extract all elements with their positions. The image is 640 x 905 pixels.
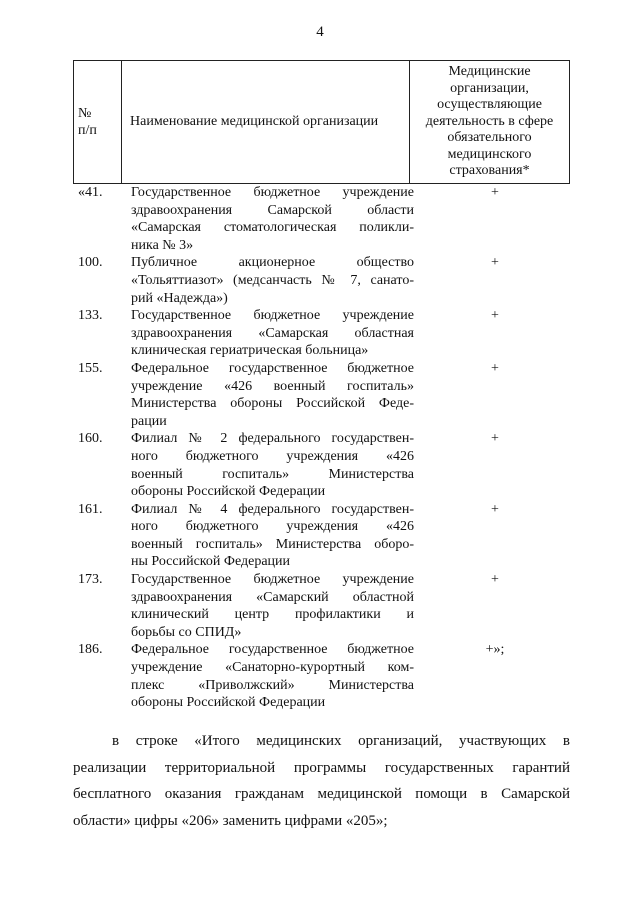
row-name-line: учреждение «426 военный госпиталь» (131, 378, 414, 394)
row-name-line: ного бюджетного учреждения «426 (131, 519, 414, 535)
row-organization-name (131, 430, 414, 500)
table-row (0, 254, 640, 307)
row-name-line: борьбы со СПИД» (131, 624, 242, 640)
row-number: 160. (78, 431, 103, 447)
row-name-line: клинический центр профилактики и (131, 607, 414, 623)
row-name-line: Федеральное государственное бюджетное (131, 360, 414, 376)
paragraph-line: области» цифры «206» заменить цифрами «205»; (73, 812, 388, 829)
row-name-line: здравоохранения «Самарский областной (131, 589, 414, 605)
table-row (0, 571, 640, 641)
row-oms-mark: + (491, 572, 499, 588)
row-number: 173. (78, 572, 103, 588)
header-oms-column: Медицинские организации, осуществляющие деятельность в сфере обязательного медицинского страхования* (425, 64, 554, 179)
row-name-line: учреждение «Санаторно-курортный ком- (131, 660, 414, 676)
row-organization-name (131, 571, 414, 641)
row-name-line: плекс «Приволжский» Министерства (131, 677, 414, 693)
row-name-line: военный госпиталь» Министерства (131, 466, 414, 482)
row-name-line: обороны Российской Федерации (131, 484, 326, 500)
row-name-line: Государственное бюджетное учреждение (131, 308, 414, 324)
header-name-column: Наименование медицинской организации (122, 61, 410, 183)
row-number: 133. (78, 308, 103, 324)
row-organization-name (131, 641, 414, 711)
paragraph-line: реализации территориальной программы государственных гарантий (73, 759, 570, 776)
row-number: 186. (78, 642, 103, 658)
row-organization-name (131, 307, 414, 360)
table-body (0, 184, 640, 712)
row-name-line: Публичное акционерное общество (131, 255, 414, 271)
row-name-line: Федеральное государственное бюджетное (131, 642, 414, 658)
row-name-line: военный госпиталь» Министерства оборо- (131, 536, 414, 552)
row-name-line: Филиал № 4 федерального государствен- (131, 501, 414, 517)
row-number: «41. (78, 185, 103, 200)
page-number: 4 (316, 24, 324, 40)
row-organization-name (131, 360, 414, 430)
row-name-line: здравоохранения «Самарская областная (131, 325, 414, 341)
row-oms-mark: + (491, 255, 499, 271)
row-oms-mark: + (491, 360, 499, 376)
row-number: 100. (78, 255, 103, 271)
row-name-line: ного бюджетного учреждения «426 (131, 448, 414, 464)
row-name-line: рации (131, 413, 167, 429)
row-oms-mark: + (491, 185, 499, 200)
row-number: 161. (78, 501, 103, 517)
row-name-line: здравоохранения Самарской области (131, 202, 414, 218)
table-row (0, 501, 640, 571)
row-organization-name (131, 184, 414, 254)
row-organization-name (131, 501, 414, 571)
row-oms-mark: + (491, 501, 499, 517)
row-name-line: Министерства обороны Российской Феде- (131, 396, 414, 412)
row-name-line: «Самарская стоматологическая поликли- (131, 220, 414, 236)
row-oms-mark: + (491, 431, 499, 447)
table-row (0, 641, 640, 711)
row-name-line: рий «Надежда») (131, 290, 228, 306)
table-header (73, 60, 570, 184)
row-oms-mark: +»; (485, 642, 505, 658)
table-row (0, 184, 640, 254)
paragraph-line: бесплатного оказания гражданам медицинской помощи в Самарской (73, 786, 570, 802)
row-organization-name (131, 254, 414, 307)
row-name-line: клиническая гериатрическая больница» (131, 343, 369, 359)
table-row (0, 360, 640, 430)
row-number: 155. (78, 360, 103, 376)
row-name-line: ны Российской Федерации (131, 554, 291, 570)
row-name-line: «Тольяттиазот» (медсанчасть № 7, санато- (131, 272, 414, 288)
row-name-line: Государственное бюджетное учреждение (131, 185, 414, 200)
header-number-column: № п/п (74, 61, 122, 183)
row-name-line: обороны Российской Федерации (131, 695, 326, 711)
table-row (0, 307, 640, 360)
row-name-line: Государственное бюджетное учреждение (131, 572, 414, 588)
amendment-paragraph (73, 728, 570, 834)
table-row (0, 430, 640, 500)
row-name-line: ника № 3» (131, 237, 194, 253)
paragraph-line: в строке «Итого медицинских организаций, участвующих в (112, 733, 570, 749)
row-name-line: Филиал № 2 федерального государствен- (131, 431, 414, 447)
row-oms-mark: + (491, 308, 499, 324)
